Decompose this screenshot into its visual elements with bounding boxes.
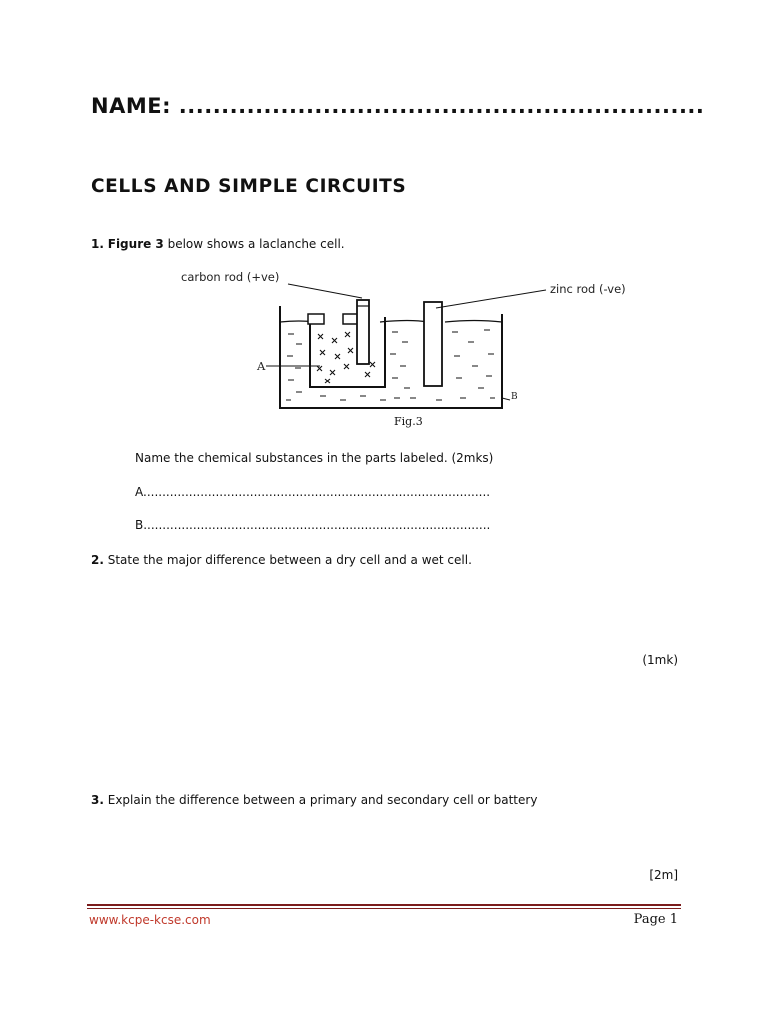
question-3-number: 3. bbox=[91, 793, 104, 807]
question-1-text: below shows a laclanche cell. bbox=[163, 237, 345, 251]
question-2-number: 2. bbox=[91, 553, 104, 567]
question-1-number: 1. bbox=[91, 237, 104, 251]
carbon-rod bbox=[357, 300, 369, 364]
question-3-marks: [2m] bbox=[649, 868, 678, 882]
zinc-rod bbox=[424, 302, 442, 386]
label-a: A bbox=[257, 359, 266, 373]
pot-rim-left bbox=[308, 314, 324, 324]
question-2-marks: (1mk) bbox=[642, 653, 678, 667]
label-carbon-rod: carbon rod (+ve) bbox=[181, 270, 280, 284]
question-3 bbox=[91, 793, 537, 807]
question-2-text: State the major difference between a dry cell and a wet cell. bbox=[103, 553, 472, 567]
figure-caption: Fig.3 bbox=[394, 415, 423, 428]
page-number: Page 1 bbox=[633, 912, 678, 927]
answer-line-a: A........................................................................................... bbox=[135, 485, 491, 499]
question-1-instruction: Name the chemical substances in the parts labeled. (2mks) bbox=[135, 451, 494, 465]
name-label: NAME: bbox=[91, 94, 171, 118]
page-title: CELLS AND SIMPLE CIRCUITS bbox=[91, 176, 407, 197]
question-1 bbox=[91, 237, 345, 251]
name-dots: .............................................................. bbox=[178, 94, 705, 118]
label-b: B bbox=[511, 392, 518, 402]
question-1-bold: Figure 3 bbox=[107, 237, 164, 251]
footer-rule-bottom bbox=[87, 908, 681, 909]
question-2 bbox=[91, 553, 472, 567]
footer-link[interactable]: www.kcpe-kcse.com bbox=[89, 913, 211, 927]
electrolyte-paste bbox=[286, 330, 495, 400]
b-leader bbox=[502, 398, 510, 400]
question-3-text: Explain the difference between a primary and secondary cell or battery bbox=[103, 793, 538, 807]
carbon-leader bbox=[288, 284, 362, 298]
footer-rule-top bbox=[87, 904, 681, 906]
name-field bbox=[91, 94, 704, 118]
label-zinc-rod: zinc rod (-ve) bbox=[550, 282, 626, 296]
zinc-leader bbox=[436, 290, 546, 308]
answer-line-b: B........................................................................................... bbox=[135, 518, 491, 532]
